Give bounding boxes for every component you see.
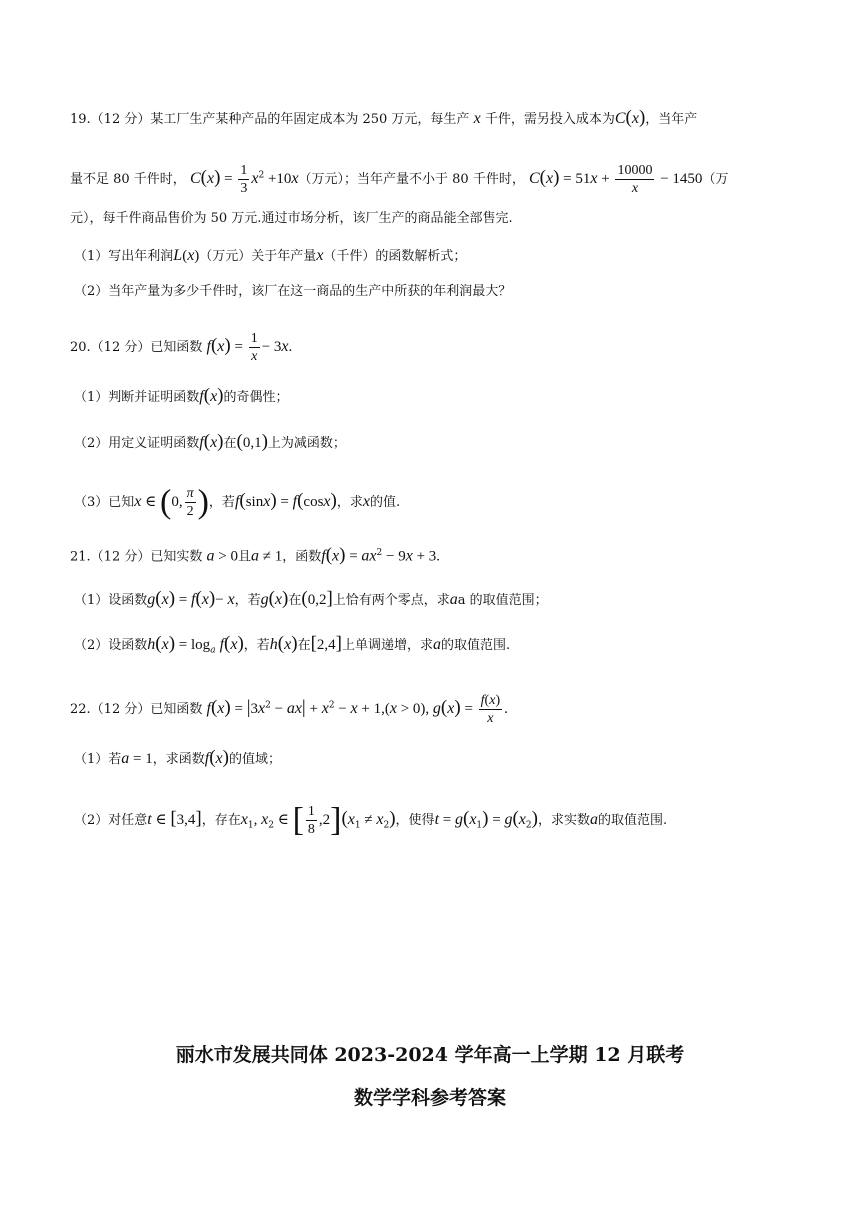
q22-part-1: （1）若a = 1，求函数f(x)的值域；	[74, 747, 281, 768]
answer-title-main: 丽水市发展共同体 2023-2024 学年高一上学期 12 月联考	[175, 1044, 685, 1066]
q22-part-2: （2）对任意t ∈ [3,4]，存在$x_1$, $x_2$ ∈ [ $\frac{1}{8}$ $,2](x_1 \ne x_2)$，使得$t = g(x_1) = g(x_2)$，求实数a的取值范围.	[74, 801, 668, 839]
q21-line-1: 21.（12 分）已知实数 a > 0且a ≠ 1，函数$f(x) = ax^2 - 9x + 3$.	[70, 544, 441, 566]
q19-line-3: 元），每千件商品售价为 50 万元.通过市场分析，该厂生产的商品能全部售完.	[70, 211, 513, 226]
q19-line-1: 19.（12 分）某工厂生产某种产品的年固定成本为 250 万元，每生产 x 千件，需另投入成本为C(x)，当年产	[70, 107, 698, 128]
q19-part-2: （2）当年产量为多少千件时，该厂在这一商品的生产中所获的年利润最大？	[74, 284, 512, 299]
q20-part-1: （1）判断并证明函数f(x)的奇偶性；	[74, 385, 289, 406]
q19-line-2: 量不足 80 千件时， C(x) = $\frac{1}{3}$ $x^2 +10x$（万元）；当年产量不小于 80 千件时， C(x) = 51x + $\frac{10000}{x}$ − 1450（万	[70, 163, 729, 196]
q22-line-1: 22.（12 分）已知函数 $f(x) = |3x^2 - ax| + x^2 - x + 1,(x > 0)$, g(x) = $\frac{f(x)}{x}$ .	[70, 693, 508, 726]
answer-title-sub: 数学学科参考答案	[353, 1087, 506, 1109]
q20-line-1: 20.（12 分）已知函数 f(x) = $\frac{1}{x}$ − 3x.	[70, 331, 293, 364]
q20-part-3: （3）已知x ∈ (0, $\frac{\pi}{2}$ )，若f(sinx) = f(cosx)，求x的值.	[74, 483, 401, 521]
q19-part-1: （1）写出年利润L(x)（万元）关于年产量x（千件）的函数解析式；	[74, 247, 467, 264]
q20-part-2: （2）用定义证明函数f(x)在(0,1)上为减函数；	[74, 431, 346, 452]
q21-part-2: （2）设函数$h(x) = \log_a f(x)$，若h(x)在[2,4]上单调递增，求a的取值范围.	[74, 633, 511, 656]
q21-part-1: （1）设函数g(x) = f(x)− x，若g(x)在(0,2]上恰有两个零点，求aa 的取值范围；	[74, 588, 548, 609]
